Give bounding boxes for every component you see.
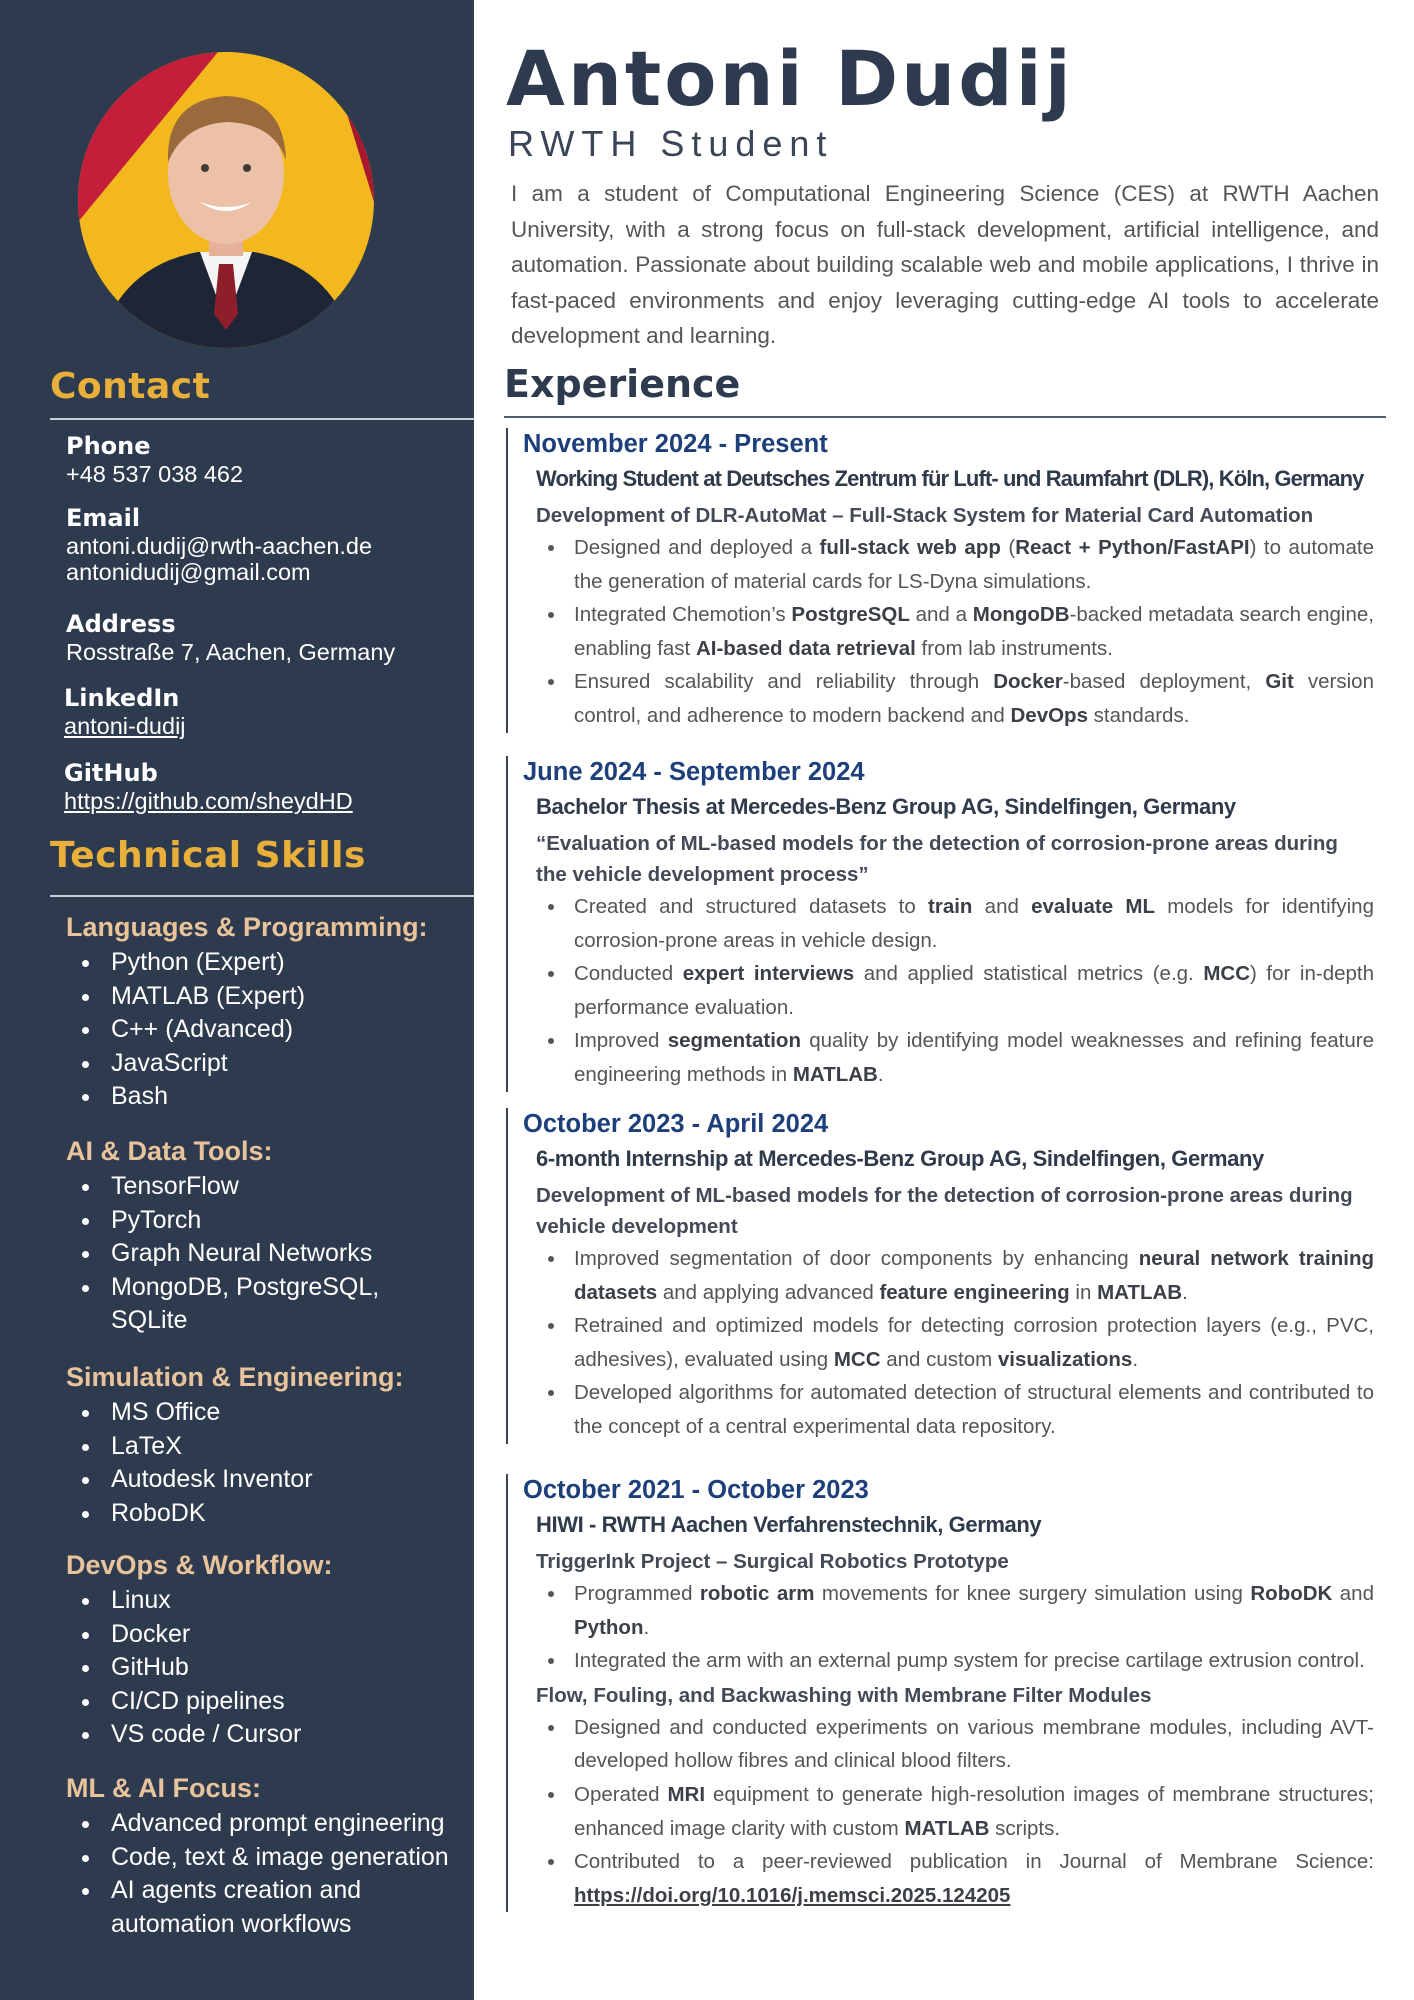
skill-group-ml-ai: [66, 1771, 466, 1941]
skills-divider: [50, 895, 474, 897]
job-company: HIWI - RWTH Aachen Verfahrenstechnik, Germany: [536, 1512, 1042, 1537]
skill-group-ai-data: [66, 1134, 406, 1338]
job-bullet: [536, 1845, 1374, 1912]
skills-heading: Technical Skills: [50, 835, 366, 876]
skill-item: Code, text & image generation: [66, 1841, 466, 1875]
email-value-gmail[interactable]: antonidudij@gmail.com: [66, 559, 311, 585]
skill-item: MATLAB (Expert): [66, 980, 428, 1014]
job-date: October 2023 - April 2024: [523, 1110, 829, 1138]
linkedin-label: LinkedIn: [64, 684, 180, 712]
skill-group-title: DevOps & Workflow:: [66, 1550, 333, 1580]
profile-photo-image: [78, 52, 374, 348]
skill-item: CI/CD pipelines: [66, 1685, 333, 1719]
contact-heading: Contact: [50, 366, 211, 407]
sidebar: [0, 0, 474, 2000]
experience-divider: [504, 416, 1386, 418]
linkedin-link[interactable]: antoni-dudij: [64, 713, 186, 739]
contact-phone: [66, 431, 243, 487]
job-project: Development of DLR-AutoMat – Full-Stack System for Material Card Automation: [536, 504, 1314, 527]
skill-item: Python (Expert): [66, 946, 428, 980]
experience-entry-hiwi: [506, 1474, 1386, 1912]
job-bullet: Designed and deployed a full-stack web app (React + Python/FastAPI) to automate the generation of material cards for LS-Dyna simulations.: [536, 531, 1374, 598]
experience-heading: Experience: [504, 362, 741, 406]
job-bullet: Improved segmentation of door components by enhancing neural network training datasets and applying advanced feature engineering in MATLAB.: [536, 1242, 1374, 1309]
skill-item: VS code / Cursor: [66, 1718, 333, 1752]
full-name: Antoni Dudij: [506, 34, 1074, 123]
contact-divider: [50, 418, 474, 420]
address-label: Address: [66, 610, 176, 638]
job-bullet: Integrated the arm with an external pump system for precise cartilage extrusion control.: [536, 1644, 1374, 1678]
github-link[interactable]: https://github.com/sheydHD: [64, 788, 353, 814]
skill-group-title: ML & AI Focus:: [66, 1773, 261, 1803]
skill-item: C++ (Advanced): [66, 1013, 428, 1047]
experience-entry-dlr: [506, 428, 1386, 733]
job-project-secondary: Flow, Fouling, and Backwashing with Membrane Filter Modules: [536, 1683, 1152, 1707]
github-label: GitHub: [64, 759, 158, 787]
job-date: June 2024 - September 2024: [523, 758, 865, 786]
job-bullet: Created and structured datasets to train and evaluate ML models for identifying corrosion-prone areas in vehicle design.: [536, 890, 1374, 957]
experience-entry-internship: [506, 1108, 1386, 1444]
skill-item: PyTorch: [66, 1204, 406, 1238]
phone-label: Phone: [66, 432, 151, 460]
contact-email: [66, 503, 372, 585]
skill-item: MongoDB, PostgreSQL, SQLite: [66, 1271, 406, 1338]
skill-item: GitHub: [66, 1651, 333, 1685]
job-bullet-text: Contributed to a peer-reviewed publication in Journal of Membrane Science:: [574, 1850, 1374, 1874]
job-bullet: Improved segmentation quality by identifying model weaknesses and refining feature engineering methods in MATLAB.: [536, 1024, 1374, 1091]
job-bullet: Designed and conducted experiments on various membrane modules, including AVT-developed hollow fibres and clinical blood filters.: [536, 1711, 1374, 1778]
skill-group-title: AI & Data Tools:: [66, 1136, 273, 1166]
job-date: October 2021 - October 2023: [523, 1476, 869, 1504]
address-value: Rosstraße 7, Aachen, Germany: [66, 639, 396, 665]
skill-item: Linux: [66, 1584, 333, 1618]
job-project: “Evaluation of ML-based models for the detection of corrosion-prone areas during the vehicle development process”: [536, 832, 1338, 886]
skill-group-devops: [66, 1548, 333, 1752]
experience-entry-thesis: [506, 756, 1386, 1092]
contact-github: [64, 758, 353, 814]
job-company: Bachelor Thesis at Mercedes-Benz Group AG, Sindelfingen, Germany: [536, 794, 1236, 819]
skill-group-languages: [66, 910, 428, 1114]
job-bullet: Operated MRI equipment to generate high-resolution images of membrane structures; enhanced image clarity with custom MATLAB scripts.: [536, 1778, 1374, 1845]
skill-item: JavaScript: [66, 1047, 428, 1081]
contact-linkedin: [64, 683, 186, 739]
job-role: RWTH Student: [508, 123, 834, 164]
job-bullet: Integrated Chemotion’s PostgreSQL and a MongoDB-backed metadata search engine, enabling fast AI-based data retrieval from lab instruments.: [536, 598, 1374, 665]
skill-item: MS Office: [66, 1396, 404, 1430]
job-company: Working Student at Deutsches Zentrum für Luft- und Raumfahrt (DLR), Köln, Germany: [536, 466, 1364, 491]
skill-item: TensorFlow: [66, 1170, 406, 1204]
job-bullet: Developed algorithms for automated detection of structural elements and contributed to the concept of a central experimental data repository.: [536, 1376, 1374, 1443]
skill-item: RoboDK: [66, 1497, 404, 1531]
email-value-rwth[interactable]: antoni.dudij@rwth-aachen.de: [66, 533, 373, 559]
job-bullet: Programmed robotic arm movements for knee surgery simulation using RoboDK and Python.: [536, 1577, 1374, 1644]
skill-item: Autodesk Inventor: [66, 1463, 404, 1497]
skill-item: Docker: [66, 1618, 333, 1652]
skill-item: Graph Neural Networks: [66, 1237, 406, 1271]
profile-summary: I am a student of Computational Engineering Science (CES) at RWTH Aachen University, with a strong focus on full-stack development, artificial intelligence, and automation. Passionate about building scalable web and mobile applications, I thrive in fast-paced environments and enjoy leveraging cutting-edge AI tools to accelerate development and learning.: [511, 181, 1379, 348]
skill-group-title: Simulation & Engineering:: [66, 1362, 404, 1392]
profile-photo: [78, 52, 374, 348]
email-label: Email: [66, 504, 141, 532]
skill-item: Advanced prompt engineering: [66, 1807, 466, 1841]
job-bullet: Retrained and optimized models for detecting corrosion protection layers (e.g., PVC, adhesives), evaluated using MCC and custom visualizations.: [536, 1309, 1374, 1376]
job-project: TriggerInk Project – Surgical Robotics Prototype: [536, 1550, 1009, 1573]
skill-group-title: Languages & Programming:: [66, 912, 428, 942]
phone-value[interactable]: +48 537 038 462: [66, 461, 244, 487]
job-company: 6-month Internship at Mercedes-Benz Group AG, Sindelfingen, Germany: [536, 1146, 1264, 1171]
skill-item: AI agents creation and automation workflows: [66, 1874, 466, 1941]
contact-address: [66, 609, 395, 665]
skill-item: LaTeX: [66, 1430, 404, 1464]
job-project: Development of ML-based models for the detection of corrosion-prone areas during vehicle development: [536, 1184, 1353, 1238]
job-date: November 2024 - Present: [523, 430, 828, 458]
skill-group-simulation: [66, 1360, 404, 1530]
skill-item: Bash: [66, 1080, 428, 1114]
job-bullet: Conducted expert interviews and applied statistical metrics (e.g. MCC) for in-depth performance evaluation.: [536, 957, 1374, 1024]
job-bullet: Ensured scalability and reliability through Docker-based deployment, Git version control, and adherence to modern backend and DevOps standards.: [536, 665, 1374, 732]
publication-doi-link[interactable]: https://doi.org/10.1016/j.memsci.2025.124205: [574, 1883, 1011, 1907]
